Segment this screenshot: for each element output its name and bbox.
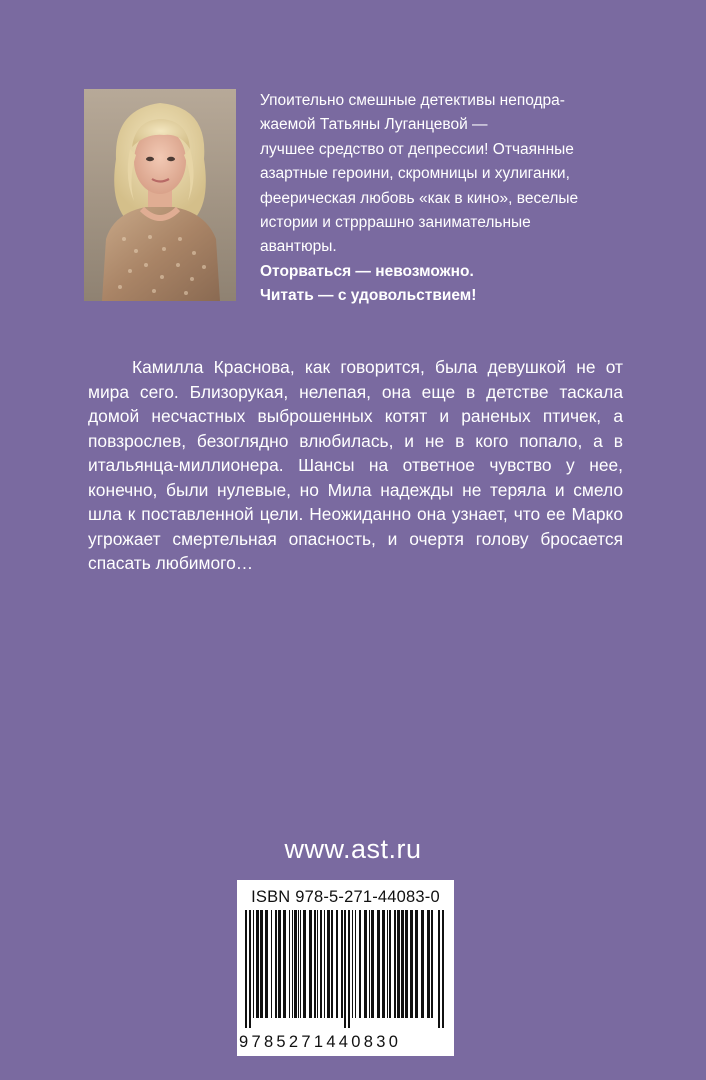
- barcode-bar: [442, 910, 444, 1028]
- barcode-bar: [249, 910, 251, 1028]
- barcode-bar: [344, 910, 346, 1028]
- barcode-bar: [253, 910, 254, 1018]
- barcode-bar: [369, 910, 370, 1018]
- barcode-bar: [405, 910, 408, 1018]
- barcode-bar: [355, 910, 356, 1018]
- isbn-label: ISBN 978-5-271-44083-0: [251, 888, 440, 906]
- barcode-bar: [245, 910, 247, 1028]
- barcode-bar: [320, 910, 322, 1018]
- blurb-line: жаемой Татьяны Луганцевой —: [260, 116, 488, 134]
- barcode-bar: [309, 910, 312, 1018]
- barcode-bar: [300, 910, 301, 1018]
- blurb-line: Упоительно смешные детективы неподра-: [260, 92, 565, 109]
- barcode-bar: [283, 910, 286, 1018]
- barcode-bar: [265, 910, 268, 1018]
- barcode-bar: [275, 910, 277, 1018]
- barcode-bar: [377, 910, 380, 1018]
- barcode-bar: [364, 910, 367, 1018]
- barcode-bar: [327, 910, 330, 1018]
- barcode-bar: [303, 910, 306, 1018]
- barcode-bar: [421, 910, 424, 1018]
- barcode-bar: [415, 910, 418, 1018]
- barcode-bar: [289, 910, 290, 1018]
- blurb-line: истории и стрррашно занимательные: [260, 214, 531, 232]
- barcode-bar: [278, 910, 281, 1018]
- barcode-bar: [336, 910, 338, 1018]
- barcode-bar: [382, 910, 385, 1018]
- author-blurb: [260, 89, 630, 309]
- barcode-bar: [359, 910, 361, 1018]
- barcode-bar: [294, 910, 297, 1018]
- book-synopsis: Камилла Краснова, как говорится, была девушкой не от мира сего. Близорукая, нелепая, она еще в детстве таскала домой несчастных выброшенных котят и раненых птичек, а повзрослев, безоглядно влюбилась, и не в кого попало, а в итальянца-миллионера. Шансы на ответное чувство у нее, конечно, были нулевые, но Мила надежды не теряла и смело шла к поставленной цели. Неожиданно она узнает, что ее Марко угрожает смертельная опасность, и очертя голову бросается спасать любимого…: [88, 357, 623, 573]
- blurb-line: авантюры.: [260, 238, 337, 256]
- barcode-bar: [341, 910, 343, 1018]
- barcode-bar: [401, 910, 404, 1018]
- blurb-line: азартные героини, скромницы и хулиганки,: [260, 165, 570, 183]
- barcode-bar: [431, 910, 433, 1018]
- barcode-digits: 9785271440830: [239, 1033, 402, 1051]
- barcode-bar: [314, 910, 316, 1018]
- blurb-bold-line: Читать — с удовольствием!: [260, 287, 477, 305]
- barcode-bar: [292, 910, 293, 1018]
- barcode-bar: [394, 910, 396, 1018]
- barcode-bar: [324, 910, 325, 1018]
- barcode-bar: [410, 910, 413, 1018]
- blurb-line: феерическая любовь «как в кино», веселые: [260, 189, 579, 207]
- author-photo: [84, 89, 236, 301]
- barcode-bars-icon: [243, 910, 448, 1028]
- barcode-bar: [348, 910, 350, 1028]
- blurb-bold-line: Оторваться — невозможно.: [260, 262, 474, 280]
- isbn-barcode: [237, 880, 454, 1056]
- blurb-line: лучшее средство от депрессии! Отчаянные: [260, 140, 574, 158]
- barcode-bar: [438, 910, 440, 1028]
- publisher-website: www.ast.ru: [284, 834, 422, 864]
- barcode-bar: [256, 910, 259, 1018]
- barcode-bar: [371, 910, 374, 1018]
- barcode-bar: [271, 910, 272, 1018]
- barcode-bar: [389, 910, 391, 1018]
- barcode-bar: [352, 910, 353, 1018]
- barcode-bar: [427, 910, 430, 1018]
- barcode-bar: [317, 910, 318, 1018]
- barcode-bar: [298, 910, 299, 1018]
- barcode-bar: [260, 910, 263, 1018]
- barcode-bar: [387, 910, 388, 1018]
- barcode-bar: [397, 910, 400, 1018]
- barcode-bar: [331, 910, 333, 1018]
